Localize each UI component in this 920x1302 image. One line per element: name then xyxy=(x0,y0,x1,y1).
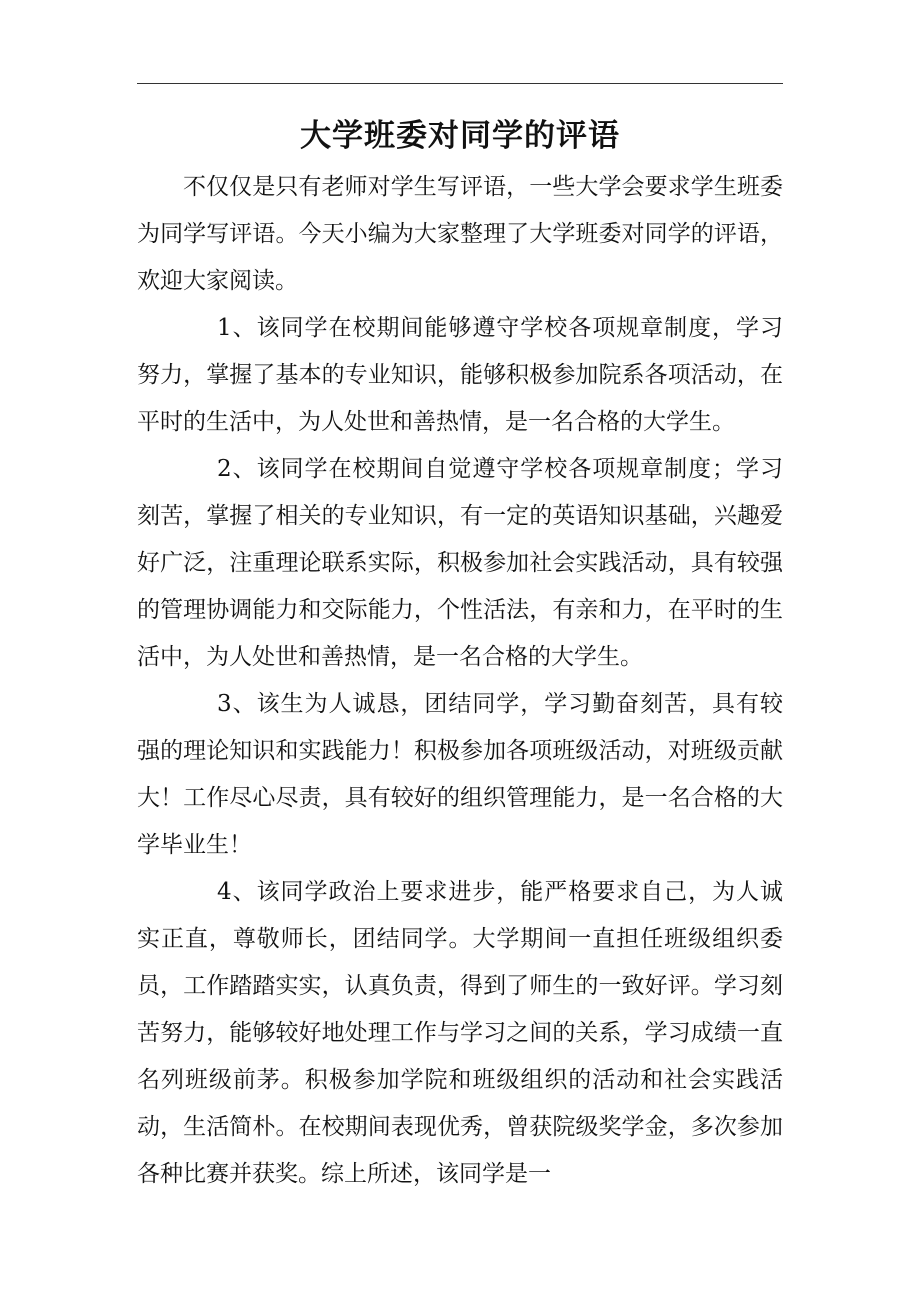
header-rule xyxy=(137,83,783,84)
comment-paragraph-3: 3、该生为人诚恳，团结同学，学习勤奋刻苦，具有较强的理论知识和实践能力！积极参加各项班级活动，对班级贡献大！工作尽心尽责，具有较好的组织管理能力，是一名合格的大学毕业生！ xyxy=(137,691,783,858)
comment-paragraph-2: 2、该同学在校期间自觉遵守学校各项规章制度；学习刻苦，掌握了相关的专业知识，有一定的英语知识基础，兴趣爱好广泛，注重理论联系实际，积极参加社会实践活动，具有较强的管理协调能力和交际能力，个性活法，有亲和力，在平时的生活中，为人处世和善热情，是一名合格的大学生。 xyxy=(137,456,783,670)
intro-paragraph: 不仅仅是只有老师对学生写评语，一些大学会要求学生班委为同学写评语。今天小编为大家整理了大学班委对同学的评语，欢迎大家阅读。 xyxy=(137,174,783,294)
document-title: 大学班委对同学的评语 xyxy=(300,118,620,154)
comment-paragraph-4: 4、该同学政治上要求进步，能严格要求自己，为人诚实正直，尊敬师长，团结同学。大学期间一直担任班级组织委员，工作踏踏实实，认真负责，得到了师生的一致好评。学习刻苦努力，能够较好地处理工作与学习之间的关系，学习成绩一直名列班级前茅。积极参加学院和班级组织的活动和社会实践活动，生活简朴。在校期间表现优秀，曾获院级奖学金，多次参加各种比赛并获奖。综上所述，该同学是一 xyxy=(137,879,783,1187)
comment-paragraph-1: 1、该同学在校期间能够遵守学校各项规章制度，学习努力，掌握了基本的专业知识，能够积极参加院系各项活动，在平时的生活中，为人处世和善热情，是一名合格的大学生。 xyxy=(137,315,783,435)
document-body xyxy=(137,164,783,1198)
